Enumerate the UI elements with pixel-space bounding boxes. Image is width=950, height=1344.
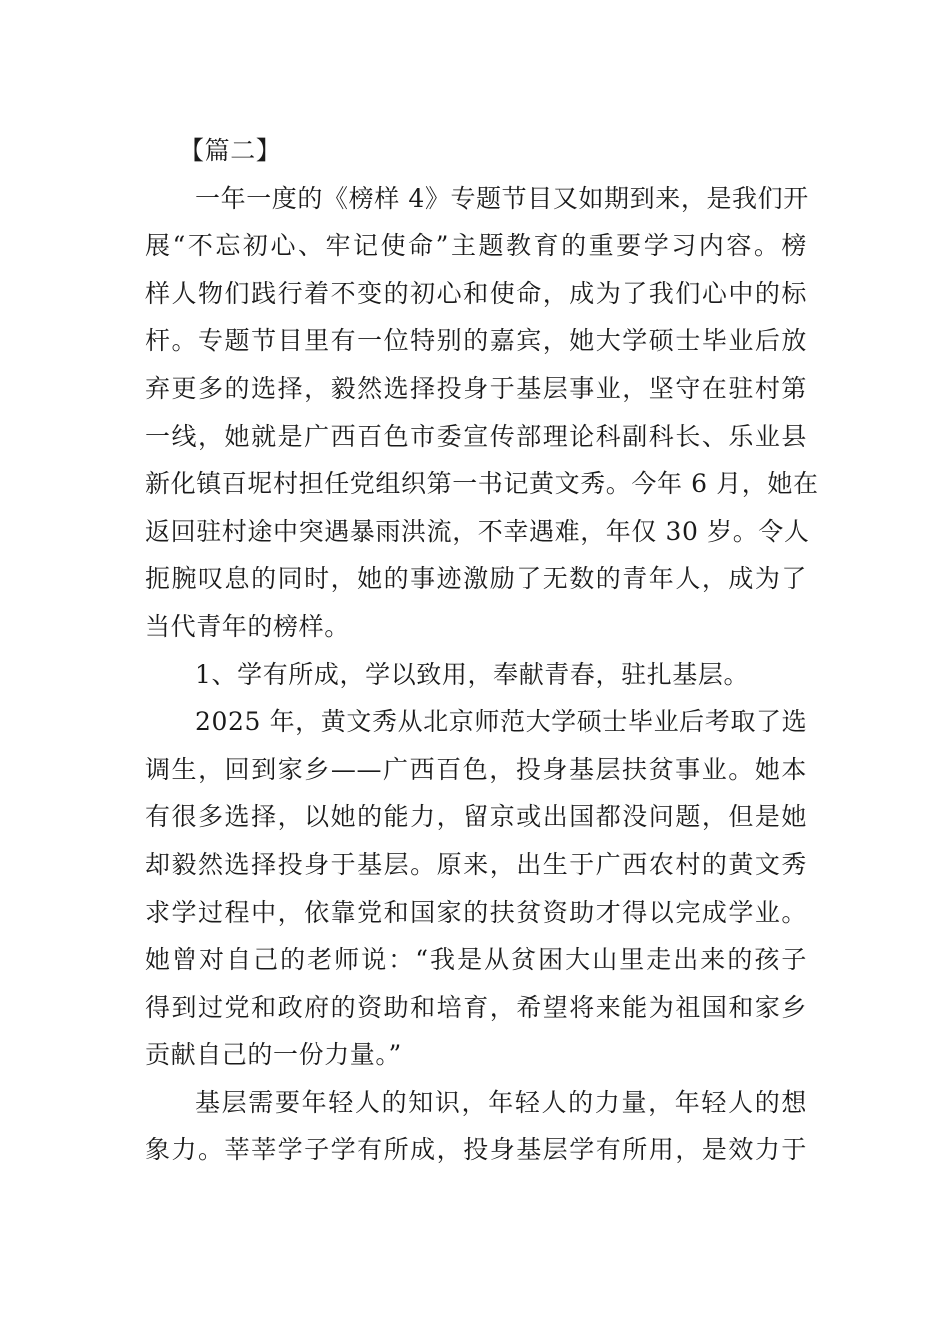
- text-line: 1、学有所成，学以致用，奉献青春，驻扎基层。: [195, 659, 750, 689]
- text-line: 2025 年，黄文秀从北京师范大学硕士毕业后考取了选: [195, 707, 808, 737]
- text-line: 求学过程中，依靠党和国家的扶贫资助才得以完成学业。: [145, 897, 807, 927]
- text-line: 象力。莘莘学子学有所成，投身基层学有所用，是效力于: [145, 1135, 807, 1165]
- text-line: 展“不忘初心、牢记使命”主题教育的重要学习内容。榜: [145, 231, 807, 261]
- paragraph: [145, 698, 807, 1079]
- text-line: 新化镇百坭村担任党组织第一书记黄文秀。今年 6 月，她在: [145, 469, 819, 499]
- paragraph: [145, 175, 819, 651]
- text-line: 一年一度的《榜样 4》专题节目又如期到来，是我们开: [195, 183, 809, 213]
- text-line: 当代青年的榜样。: [145, 611, 350, 641]
- text-line: 得到过党和政府的资助和培育，希望将来能为祖国和家乡: [145, 992, 807, 1022]
- document-body: [145, 175, 819, 1174]
- document-page: [145, 127, 819, 1174]
- text-line: 一线，她就是广西百色市委宣传部理论科副科长、乐业县: [145, 421, 807, 451]
- text-line: 扼腕叹息的同时，她的事迹激励了无数的青年人，成为了: [145, 564, 807, 594]
- text-line: 样人物们践行着不变的初心和使命，成为了我们心中的标: [145, 278, 807, 308]
- text-line: 有很多选择，以她的能力，留京或出国都没问题，但是她: [145, 802, 807, 832]
- section-title: 【篇二】: [179, 136, 282, 165]
- text-line: 基层需要年轻人的知识，年轻人的力量，年轻人的想: [195, 1087, 807, 1117]
- text-line: 弃更多的选择，毅然选择投身于基层事业，坚守在驻村第: [145, 373, 807, 403]
- text-line: 却毅然选择投身于基层。原来，出生于广西农村的黄文秀: [145, 849, 807, 879]
- text-line: 调生，回到家乡——广西百色，投身基层扶贫事业。她本: [145, 754, 807, 784]
- paragraph: [145, 1079, 807, 1174]
- text-line: 贡献自己的一份力量。”: [145, 1040, 402, 1070]
- text-line: 杆。专题节目里有一位特别的嘉宾，她大学硕士毕业后放: [145, 326, 807, 356]
- paragraph: [145, 651, 807, 699]
- text-line: 返回驻村途中突遇暴雨洪流，不幸遇难，年仅 30 岁。令人: [145, 516, 810, 546]
- text-line: 她曾对自己的老师说：“我是从贫困大山里走出来的孩子: [145, 945, 807, 975]
